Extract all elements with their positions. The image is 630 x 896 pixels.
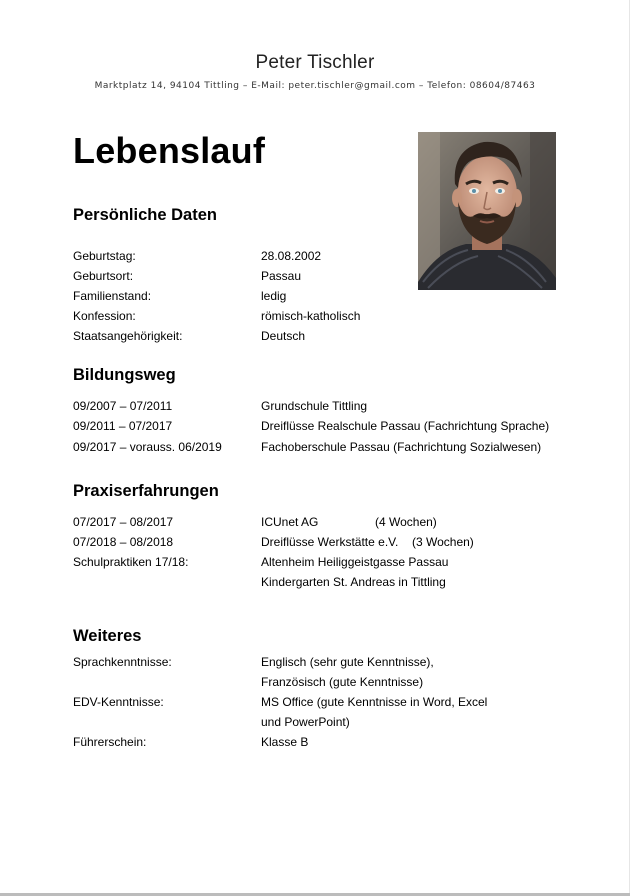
row-label: Sprachkenntnisse: [73,655,172,669]
header-contact-line: Marktplatz 14, 94104 Tittling – E-Mail: peter.tischler@gmail.com – Telefon: 08604/87463 [94,81,536,91]
row-value: Deutsch [261,329,306,343]
row-value: ledig [261,289,287,303]
experience-row [73,534,573,550]
row-duration: (3 Wochen) [412,535,474,549]
section-title-more: Weiteres [73,627,142,645]
row-value: MS Office (gute Kenntnisse in Word, Excel [261,695,488,709]
section-title-experience: Praxiserfahrungen [73,482,219,500]
more-row [73,654,573,670]
row-label: 09/2011 – 07/2017 [73,419,173,433]
row-value: Altenheim Heiliggeistgasse Passau [261,555,449,569]
row-label: Schulpraktiken 17/18: [73,555,189,569]
more-row [73,694,573,710]
document-title: Lebenslauf [73,130,266,171]
more-row [73,714,573,730]
more-row [73,734,573,750]
row-value: Dreiflüsse Werkstätte e.V. [261,535,399,549]
row-label: 09/2017 – vorauss. 06/2019 [73,440,222,454]
personal-row-nationality [73,328,573,344]
experience-row [73,574,573,590]
row-value: Kindergarten St. Andreas in Tittling [261,575,446,589]
row-duration: (4 Wochen) [375,515,437,529]
row-label: EDV-Kenntnisse: [73,695,164,709]
education-row [73,439,573,455]
experience-row [73,554,573,570]
row-label: Staatsangehörigkeit: [73,329,183,343]
experience-row [73,514,573,530]
row-value: Passau [261,269,302,283]
personal-row-birthplace [73,268,573,284]
row-label: Konfession: [73,309,136,323]
row-value: ICUnet AG [261,515,319,529]
row-value: Englisch (sehr gute Kenntnisse), [261,655,434,669]
row-value: römisch-katholisch [261,309,361,323]
row-value: und PowerPoint) [261,715,350,729]
header-name: Peter Tischler [255,52,375,73]
row-value: Klasse B [261,735,309,749]
row-label: 09/2007 – 07/2011 [73,399,173,413]
row-value: 28.08.2002 [261,249,322,263]
row-value: Dreiflüsse Realschule Passau (Fachrichtung Sprache) [261,419,550,433]
education-row [73,418,573,434]
more-row [73,674,573,690]
portrait-photo-icon [418,132,556,290]
personal-row-birthday [73,248,573,264]
row-value: Fachoberschule Passau (Fachrichtung Sozialwesen) [261,440,542,454]
row-label: 07/2017 – 08/2017 [73,515,174,529]
row-label: 07/2018 – 08/2018 [73,535,174,549]
education-row [73,398,573,414]
row-label: Geburtsort: [73,269,134,283]
row-label: Geburtstag: [73,249,136,263]
personal-row-religion [73,308,573,324]
section-title-education: Bildungsweg [73,366,176,384]
row-label: Familienstand: [73,289,152,303]
section-title-personal: Persönliche Daten [73,206,217,224]
portrait-photo [418,132,556,290]
personal-row-marital-status [73,288,573,304]
row-label: Führerschein: [73,735,147,749]
row-value: Grundschule Tittling [261,399,368,413]
row-value: Französisch (gute Kenntnisse) [261,675,424,689]
